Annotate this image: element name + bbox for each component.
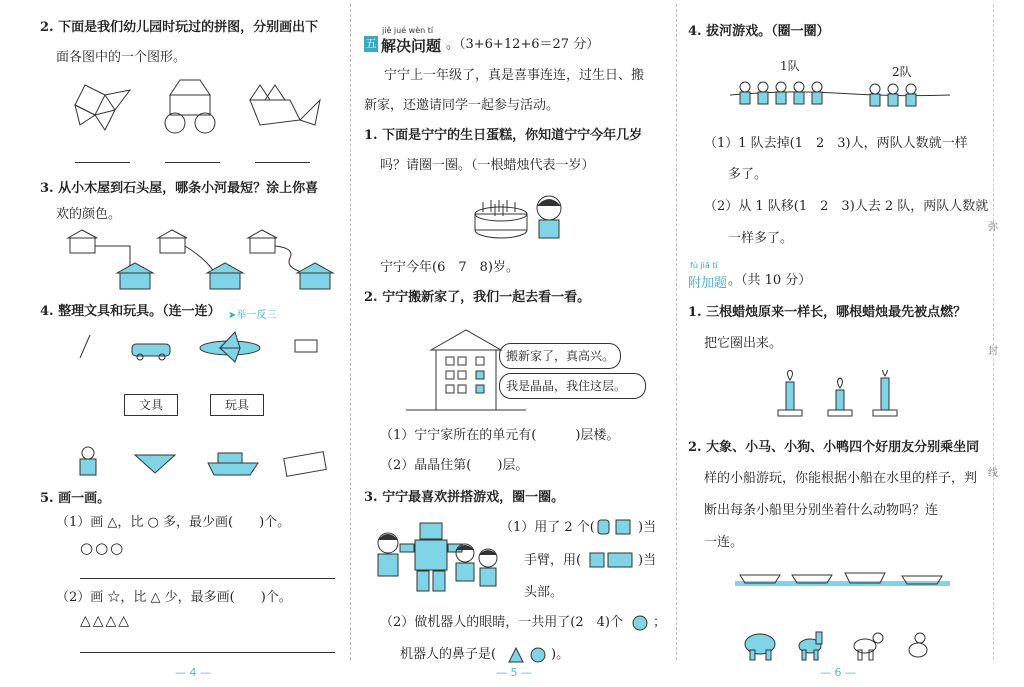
q3-2-text-a[interactable]: （2）做机器人的眼睛，一共用了(2 4)个 (380, 615, 623, 630)
q4-title: 4. 拔河游戏。（圈一圈） (688, 24, 830, 39)
puzzle-bird-icon (75, 85, 130, 130)
puzzle-car-icon (165, 80, 215, 133)
dog-icon (854, 633, 883, 660)
cube-icon (590, 553, 604, 567)
q4-tip: ➤举一反三 (228, 310, 277, 321)
q3-1-text-d: )当 (638, 553, 657, 568)
river-path-2 (185, 246, 215, 273)
q4-text: 4. 整理文具和玩具。（连一连） (40, 304, 221, 319)
answer-line-2[interactable] (165, 162, 220, 163)
box-stationery[interactable]: 文具 (124, 394, 178, 416)
page-number: — 5 — (496, 666, 532, 679)
page-4 (0, 0, 345, 687)
b2-line3: 断出每条小船里分别坐着什么动物吗？连 (704, 503, 939, 518)
team-2-label: 2队 (892, 65, 912, 79)
divider (676, 4, 677, 660)
eraser-icon (295, 340, 317, 352)
q2-text-line2: 面各图中的一个图形。 (56, 50, 187, 65)
q3-1-options-arm (596, 517, 636, 537)
kid-icon (378, 533, 398, 576)
q3-2-text-c: 机器人的鼻子是( (400, 647, 497, 662)
q3-1-text-e: 头部。 (524, 585, 564, 600)
divider (350, 4, 351, 660)
team-1-label: 1队 (780, 59, 800, 73)
q3-1-options-head (588, 550, 638, 570)
river-path-3 (275, 246, 305, 273)
cabin-icon (68, 230, 97, 253)
sphere-icon (531, 648, 545, 662)
q2-1-text[interactable]: （1）宁宁家所在的单元有( )层楼。 (380, 428, 620, 443)
q4-2-line2: 一样多了。 (728, 231, 794, 246)
q2-text-line1: 2. 下面是我们幼儿园时玩过的拼图，分别画出下 (40, 20, 319, 35)
cabin-icon (248, 230, 277, 253)
q3-2-options-nose[interactable] (506, 645, 551, 665)
b2-line4: 一连。 (704, 535, 744, 550)
doll-icon (80, 447, 96, 475)
q3-1-text-c: 手臂，用( (524, 553, 582, 568)
robot-icon (400, 523, 462, 591)
bonus-score: 。（共 10 分） (728, 273, 812, 288)
bonus-title: 附加题 (688, 276, 728, 291)
river-paths (65, 228, 340, 293)
candle-icon (828, 378, 852, 416)
cube-icon (616, 520, 630, 534)
duckling-icon (909, 633, 927, 657)
q1-answer[interactable]: 宁宁今年(6 7 8)岁。 (380, 260, 519, 275)
stone-house-icon (297, 263, 333, 289)
sphere-icon (631, 613, 651, 633)
q3-1-text-a: （1）用了 2 个( (500, 520, 595, 535)
q5-title: 5. 画一画。 (40, 491, 111, 506)
intro-line1: 宁宁上一年级了，真是喜事连连，过生日、搬 (384, 68, 645, 83)
pencil-icon (80, 335, 90, 358)
stone-house-icon (207, 263, 243, 289)
q5-1-circles: ○○○ (80, 539, 126, 557)
candle-icon (778, 370, 802, 416)
page-number: — 6 — (820, 666, 856, 679)
airplane-icon (200, 332, 260, 362)
team-2-kids (870, 84, 916, 106)
page-number: — 4 — (175, 666, 211, 679)
seal-line (993, 4, 994, 660)
q2-title: 2. 宁宁搬新家了，我们一起去看一看。 (364, 290, 591, 305)
q5-2-draw-line[interactable] (80, 652, 335, 653)
boy-icon (537, 196, 561, 238)
q4-2-line1[interactable]: （2）从 1 队移(1 2 3)人去 2 队，两队人数就 (704, 199, 989, 214)
b2-line1: 2. 大象、小马、小狗、小鸭四个好朋友分别乘坐同 (688, 440, 980, 455)
kid-icon (479, 549, 497, 586)
q3-text-line2: 欢的颜色。 (56, 207, 122, 222)
bubble-2-text: 我是晶晶，我住这层。 (506, 379, 627, 393)
q1-line2: 吗？请圈一圈。（一根蜡烛代表一岁） (380, 158, 595, 173)
q3-2-text-d: )。 (551, 647, 570, 662)
b1-line2: 把它圈出来。 (704, 336, 783, 351)
cuboid-icon (608, 553, 632, 567)
page-5 (356, 0, 672, 687)
pencil-case-icon (284, 452, 327, 477)
stone-house-icon (117, 263, 153, 289)
cabin-icon (158, 230, 187, 253)
seal-char-3: 线 (988, 468, 998, 479)
birthday-cake-image (471, 190, 571, 245)
puzzle-figures (60, 75, 340, 145)
elephant-icon (745, 634, 775, 660)
animals-row (740, 628, 940, 663)
kids-building-robot (370, 518, 500, 598)
apartment-building (406, 325, 636, 413)
bonus-pinyin: fù jiā tí (690, 261, 718, 270)
q5-1-draw-line[interactable] (80, 578, 335, 579)
seal-char-1: 弥 (988, 222, 998, 233)
q2-2-text[interactable]: （2）晶晶住第( )层。 (380, 458, 529, 473)
set-square-icon (135, 455, 175, 473)
answer-line-1[interactable] (75, 162, 130, 163)
section-pinyin: jiě jué wèn tí (382, 26, 434, 35)
q1-line1: 1. 下面是宁宁的生日蛋糕，你知道宁宁今年几岁 (364, 128, 643, 143)
bubble-1-text: 搬新家了，真高兴。 (506, 349, 615, 363)
q3-1-text-b: )当 (638, 520, 657, 535)
seal-char-2: 封 (988, 346, 998, 357)
intro-line2: 新家，还邀请同学一起参与活动。 (364, 98, 560, 113)
page-6 (680, 0, 990, 687)
cone-icon (509, 648, 523, 662)
candles-image (770, 370, 910, 422)
q4-1-line1[interactable]: （1）1 队去掉(1 2 3)人，两队人数就一样 (704, 136, 968, 151)
section-score: 。（3+6+12+6＝27 分） (446, 37, 600, 52)
q3-text-line1: 3. 从小木屋到石头屋，哪条小河最短？涂上你喜 (40, 181, 319, 196)
q3-2-text-b: ； (653, 615, 667, 630)
q5-2-triangles: △△△△ (80, 613, 132, 629)
q5-2-text: （2）画 ☆，比 △ 少，最多画( )个。 (56, 590, 292, 605)
kid-icon (456, 544, 474, 581)
section-badge: 五 (365, 37, 377, 50)
box-toys[interactable]: 玩具 (210, 394, 264, 416)
b2-line2: 样的小船游玩，你能根据小船在水里的样子，判 (704, 471, 978, 486)
item-row-top (70, 330, 330, 365)
toy-boat-icon (208, 453, 258, 475)
section-title: 解决问题 (381, 37, 442, 55)
tug-of-war-image (725, 75, 955, 115)
candle-icon (873, 370, 897, 416)
q5-1-text: （1）画 △，比 ○ 多，最少画( )个。 (56, 515, 291, 530)
answer-line-3[interactable] (255, 162, 310, 163)
item-row-bottom (70, 445, 330, 480)
boats-on-water (735, 565, 955, 595)
q3-title: 3. 宁宁最喜欢拼搭游戏，圈一圈。 (364, 490, 565, 505)
b1-line1: 1. 三根蜡烛原来一样长，哪根蜡烛最先被点燃？ (688, 305, 967, 320)
horse-icon (799, 632, 822, 660)
cylinder-icon (598, 520, 609, 534)
cake-icon (475, 200, 527, 238)
q4-1-line2: 多了。 (728, 167, 768, 182)
puzzle-cat-icon (250, 85, 320, 125)
toy-car-icon (132, 344, 170, 360)
